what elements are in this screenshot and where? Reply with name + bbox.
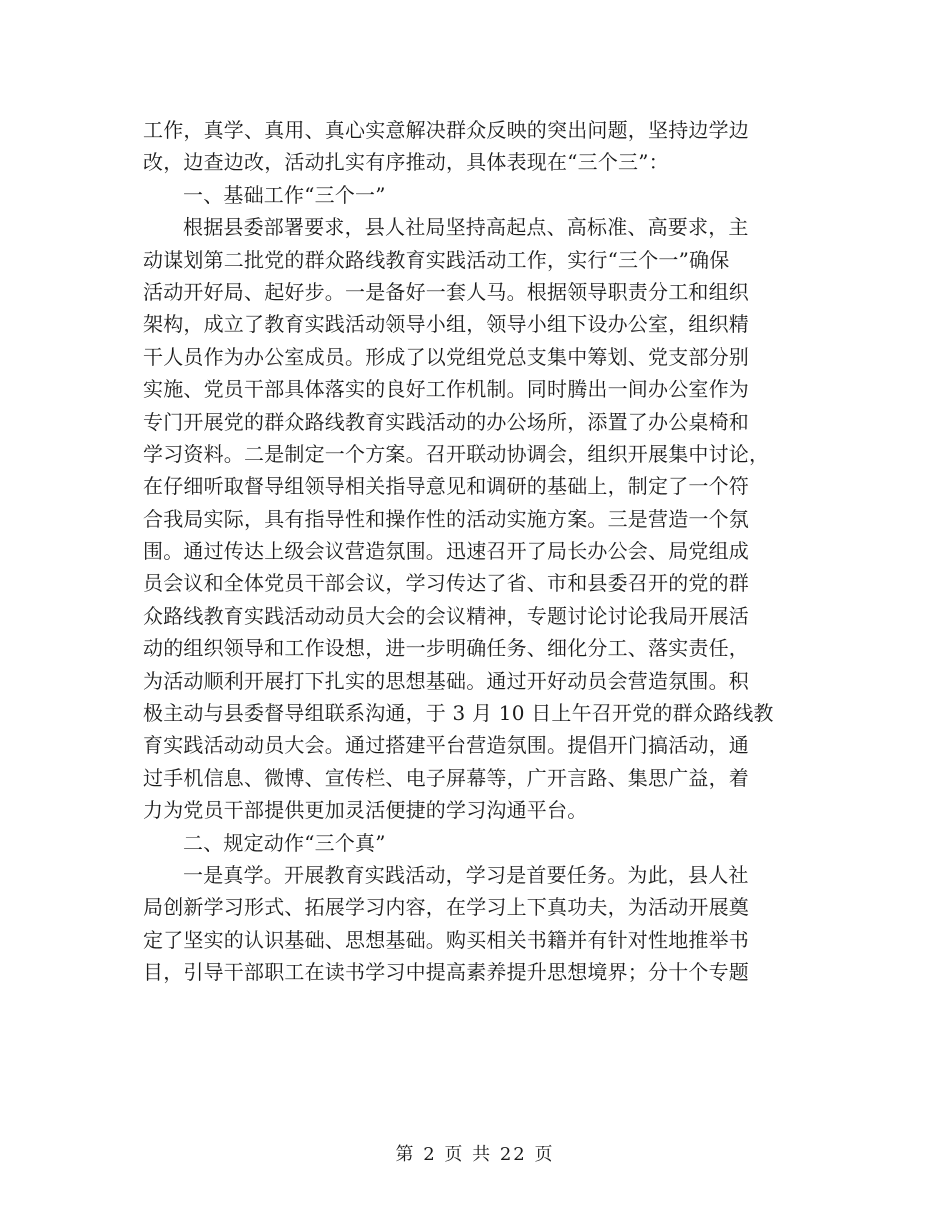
page-footer: 第 2 页 共 22 页	[395, 1144, 555, 1165]
text-line: 围。通过传达上级会议营造氛围。迅速召开了局长办公会、局党组成	[143, 539, 749, 564]
text-line: 过手机信息、微博、宣传栏、电子屏幕等，广开言路、集思广益，着	[143, 765, 749, 790]
text-line: 在仔细听取督导组领导相关指导意见和调研的基础上，制定了一个符	[143, 474, 749, 499]
text-line: 工作，真学、真用、真心实意解决群众反映的突出问题，坚持边学边	[143, 118, 749, 142]
text-line: 专门开展党的群众路线教育实践活动的办公场所，添置了办公桌椅和	[143, 409, 749, 434]
text-line: 为活动顺利开展打下扎实的思想基础。通过开好动员会营造氛围。积	[143, 668, 749, 693]
text-line: 合我局实际，具有指导性和操作性的活动实施方案。三是营造一个氛	[143, 506, 749, 531]
document-body	[143, 114, 803, 989]
text-line: 众路线教育实践活动动员大会的会议精神，专题讨论讨论我局开展活	[143, 603, 749, 628]
text-line: 动的组织领导和工作设想，进一步明确任务、细化分工、落实责任，	[143, 636, 749, 661]
text-line: 一、基础工作“三个一”	[183, 182, 386, 207]
text-line: 育实践活动动员大会。通过搭建平台营造氛围。提倡开门搞活动，通	[143, 733, 749, 758]
text-line: 极主动与县委督导组联系沟通，于 3 月 10 日上午召开党的群众路线教	[143, 701, 774, 726]
text-line: 局创新学习形式、拓展学习内容，在学习上下真功夫，为活动开展奠	[143, 895, 749, 920]
text-line: 学习资料。二是制定一个方案。召开联动协调会，组织开展集中讨论，	[143, 441, 770, 466]
text-line: 干人员作为办公室成员。形成了以党组党总支集中筹划、党支部分别	[143, 344, 749, 369]
text-line: 目，引导干部职工在读书学习中提高素养提升思想境界；分十个专题	[143, 960, 749, 985]
text-line: 改，边查边改，活动扎实有序推动，具体表现在“三个三”：	[143, 150, 669, 175]
text-line: 动谋划第二批党的群众路线教育实践活动工作，实行“三个一”确保	[143, 247, 730, 272]
text-line: 架构，成立了教育实践活动领导小组，领导小组下设办公室，组织精	[143, 312, 749, 337]
text-line: 根据县委部署要求，县人社局坚持高起点、高标准、高要求，主	[183, 215, 749, 240]
text-line: 一是真学。开展教育实践活动，学习是首要任务。为此，县人社	[183, 862, 749, 887]
text-line: 活动开好局、起好步。一是备好一套人马。根据领导职责分工和组织	[143, 279, 749, 304]
text-line: 二、规定动作“三个真”	[183, 830, 386, 855]
text-line: 力为党员干部提供更加灵活便捷的学习沟通平台。	[143, 798, 588, 823]
text-line: 实施、党员干部具体落实的良好工作机制。同时腾出一间办公室作为	[143, 377, 749, 402]
text-line: 定了坚实的认识基础、思想基础。购买相关书籍并有针对性地推举书	[143, 927, 749, 952]
text-line: 员会议和全体党员干部会议，学习传达了省、市和县委召开的党的群	[143, 571, 749, 596]
